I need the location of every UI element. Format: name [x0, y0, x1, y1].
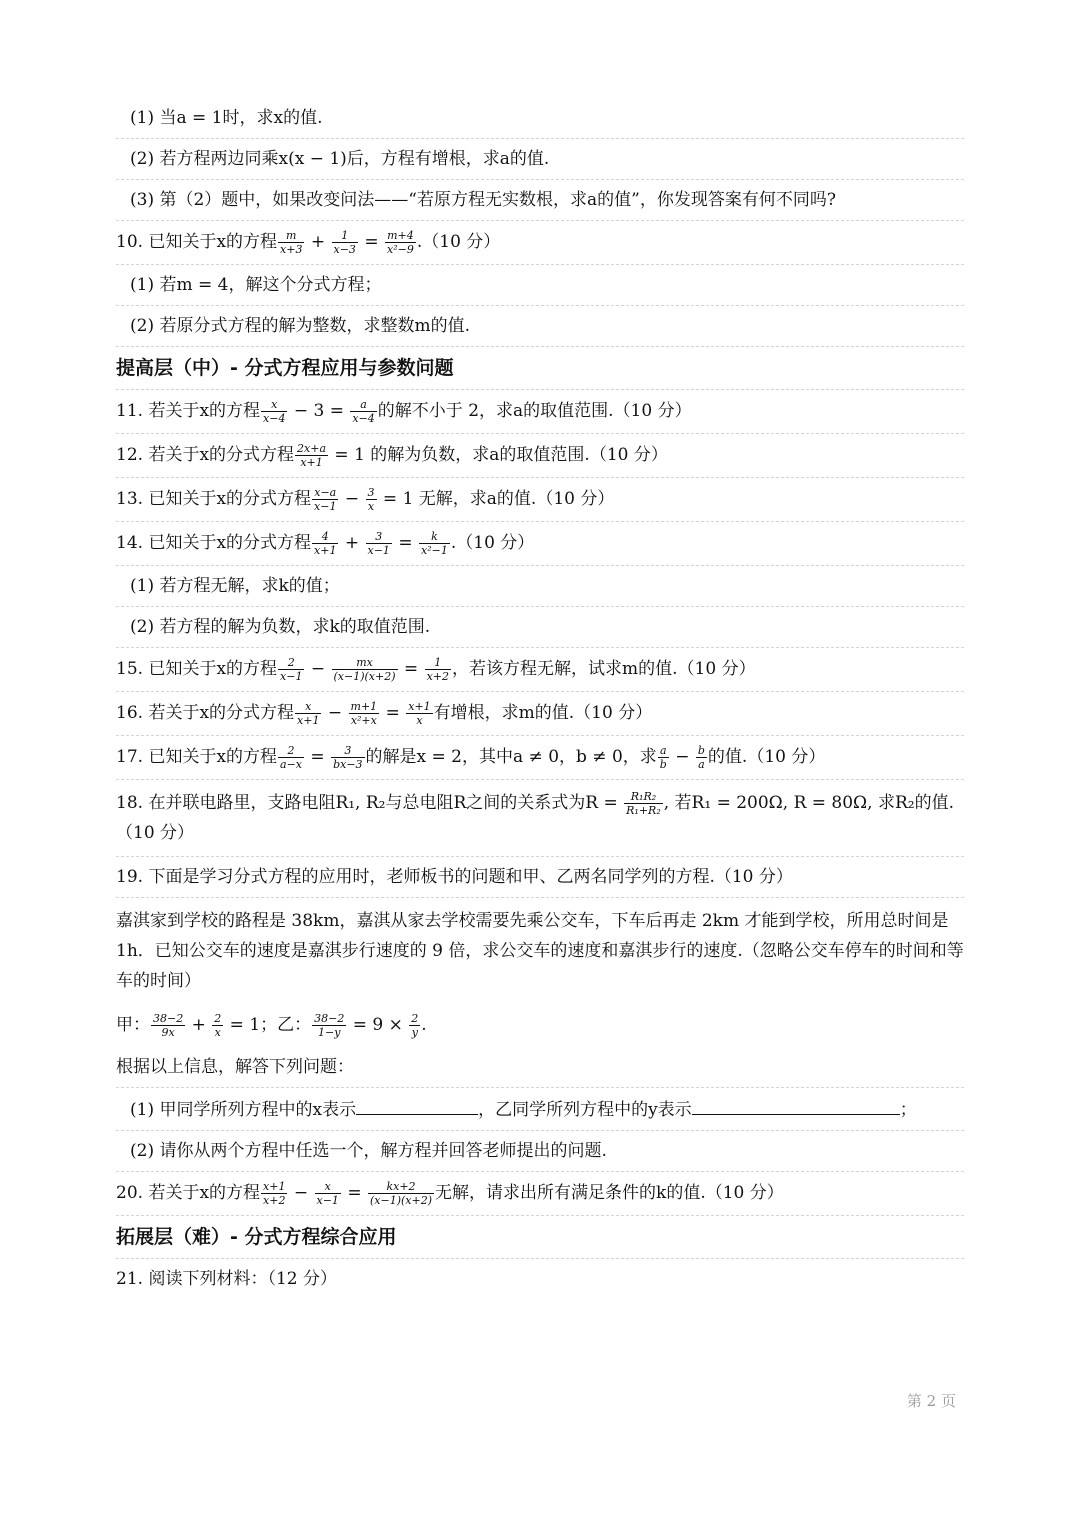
fraction: $\frac{a}{b}$: [659, 744, 667, 771]
fraction: $\frac{3}{x-1}$: [367, 530, 390, 557]
fraction: $\frac{3}{x}$: [367, 486, 375, 513]
fraction: $\frac{4}{x+1}$: [314, 530, 337, 557]
question-10: 10. 已知关于x的方程 $\frac{m}{x+3}$ + $\frac{1}{x-3}$ = $\frac{m+4}{\text{x²−9}}$ .（10 分）: [116, 221, 964, 265]
section-heading-hard: 拓展层（难）- 分式方程综合应用: [116, 1216, 964, 1259]
fraction: $\frac{m+4}{\text{x²−9}}$: [387, 229, 414, 256]
q9-part-2: (2) 若方程两边同乘x(x − 1)后，方程有增根，求a的值.: [116, 139, 964, 180]
fraction: $\frac{k}{\text{x²−1}}$: [421, 530, 448, 557]
fraction: $\frac{2}{y}$: [411, 1012, 419, 1039]
question-17: 17. 已知关于x的方程 $\frac{2}{a-x}$ = $\frac{3}{bx-3}$ 的解是x = 2，其中a ≠ 0，b ≠ 0，求 $\frac{a}{b}$ − $\frac{b}{a}$ 的值.（10 分）: [116, 736, 964, 780]
q19-part-2: (2) 请你从两个方程中任选一个，解方程并回答老师提出的问题.: [116, 1131, 964, 1172]
question-11: 11. 若关于x的方程 $\frac{x}{x-4}$ − 3 = $\frac{a}{x-4}$ 的解不小于 2，求a的取值范围.（10 分）: [116, 390, 964, 434]
q19-info: 根据以上信息，解答下列问题：: [116, 1047, 964, 1088]
fraction: $\frac{x-a}{x-1}$: [314, 486, 337, 513]
fraction: $\frac{1}{x+2}$: [426, 656, 450, 683]
fraction: $\frac{1}{x-3}$: [333, 229, 356, 256]
q9-part-3: (3) 第（2）题中，如果改变问法——“若原方程无实数根，求a的值”，你发现答案有何不同吗?: [116, 180, 964, 221]
q19-part-1: (1) 甲同学所列方程中的x表示 ，乙同学所列方程中的y表示 ；: [116, 1088, 964, 1131]
fraction: $\frac{x}{x-1}$: [316, 1180, 339, 1207]
fraction: $\frac{38-2}{1-y}$: [314, 1012, 345, 1039]
fraction: $\frac{b}{a}$: [697, 744, 705, 771]
section-heading-medium: 提高层（中）- 分式方程应用与参数问题: [116, 347, 964, 390]
fraction: $\frac{2}{x-1}$: [280, 656, 303, 683]
question-14: 14. 已知关于x的分式方程 $\frac{4}{x+1}$ + $\frac{3}{x-1}$ = $\frac{k}{\text{x²−1}}$ .（10 分）: [116, 522, 964, 566]
fraction: $\frac{2}{x}$: [214, 1012, 222, 1039]
fraction: $\frac{2x+a}{x+1}$: [297, 442, 327, 469]
q19-equations: 甲： $\frac{38-2}{9x}$ + $\frac{2}{x}$ = 1；乙： $\frac{38-2}{1-y}$ = 9 × $\frac{2}{y}$ .: [116, 1012, 427, 1039]
fraction: $\frac{x+1}{x}$: [408, 700, 431, 727]
q14-part-2: (2) 若方程的解为负数，求k的取值范围.: [116, 607, 964, 648]
answer-blank[interactable]: [356, 1096, 478, 1115]
question-18: 18. 在并联电路里，支路电阻R₁, R₂与总电阻R之间的关系式为R = $\frac{\text{R₁R₂}}{\text{R₁+R₂}}$ , 若R₁ = 200Ω, R = 80Ω, 求R₂的值.（10 分）: [116, 780, 964, 857]
fraction: $\frac{m+1}{\text{x²+x}}$: [350, 700, 378, 727]
question-13: 13. 已知关于x的分式方程 $\frac{x-a}{x-1}$ − $\frac{3}{x}$ = 1 无解，求a的值.（10 分）: [116, 478, 964, 522]
fraction: $\frac{3}{bx-3}$: [333, 744, 363, 771]
q14-part-1: (1) 若方程无解，求k的值；: [116, 566, 964, 607]
fraction: $\frac{mx}{(x-1)(x+2)}$: [333, 656, 396, 683]
fraction: $\frac{x}{x-4}$: [263, 398, 286, 425]
content: [116, 98, 964, 1299]
page-number: 第 2 页: [906, 1392, 956, 1410]
fraction: $\frac{\text{R₁R₂}}{\text{R₁+R₂}}$: [626, 790, 661, 817]
question-19: 19. 下面是学习分式方程的应用时，老师板书的问题和甲、乙两名同学列的方程.（10 分）: [116, 857, 964, 898]
fraction: $\frac{x+1}{x+2}$: [263, 1180, 286, 1207]
fraction: $\frac{kx+2}{(x-1)(x+2)}$: [370, 1180, 433, 1207]
question-12: 12. 若关于x的分式方程 $\frac{2x+a}{x+1}$ = 1 的解为负数，求a的取值范围.（10 分）: [116, 434, 964, 478]
fraction: $\frac{a}{x-4}$: [352, 398, 375, 425]
q9-part-1: (1) 当a = 1时，求x的值.: [116, 98, 964, 139]
question-15: 15. 已知关于x的方程 $\frac{2}{x-1}$ − $\frac{mx}{(x-1)(x+2)}$ = $\frac{1}{x+2}$ ，若该方程无解，试求m的值.（10 分）: [116, 648, 964, 692]
q19-problem-text: 嘉淇家到学校的路程是 38km，嘉淇从家去学校需要先乘公交车，下车后再走 2km 才能到学校，所用总时间是 1h．已知公交车的速度是嘉淇步行速度的 9 倍，求公交车的速度和嘉淇步行的速度.（忽略公交车停车的时间和等车的时间）: [116, 911, 964, 991]
fraction: $\frac{2}{a-x}$: [280, 744, 303, 771]
fraction: $\frac{38-2}{9x}$: [153, 1012, 184, 1039]
fraction: $\frac{x}{x+1}$: [297, 700, 320, 727]
answer-blank[interactable]: [692, 1096, 900, 1115]
q10-part-2: (2) 若原分式方程的解为整数，求整数m的值.: [116, 306, 964, 347]
fraction: $\frac{m}{x+3}$: [280, 229, 303, 256]
question-21: 21. 阅读下列材料：（12 分）: [116, 1269, 337, 1289]
question-16: 16. 若关于x的分式方程 $\frac{x}{x+1}$ − $\frac{m+1}{\text{x²+x}}$ = $\frac{x+1}{x}$ 有增根，求m的值.（10 分）: [116, 692, 964, 736]
question-20: 20. 若关于x的方程 $\frac{x+1}{x+2}$ − $\frac{x}{x-1}$ = $\frac{kx+2}{(x-1)(x+2)}$ 无解，请求出所有满足条件的k的值.（10 分）: [116, 1172, 964, 1216]
q10-part-1: (1) 若m = 4，解这个分式方程；: [116, 265, 964, 306]
